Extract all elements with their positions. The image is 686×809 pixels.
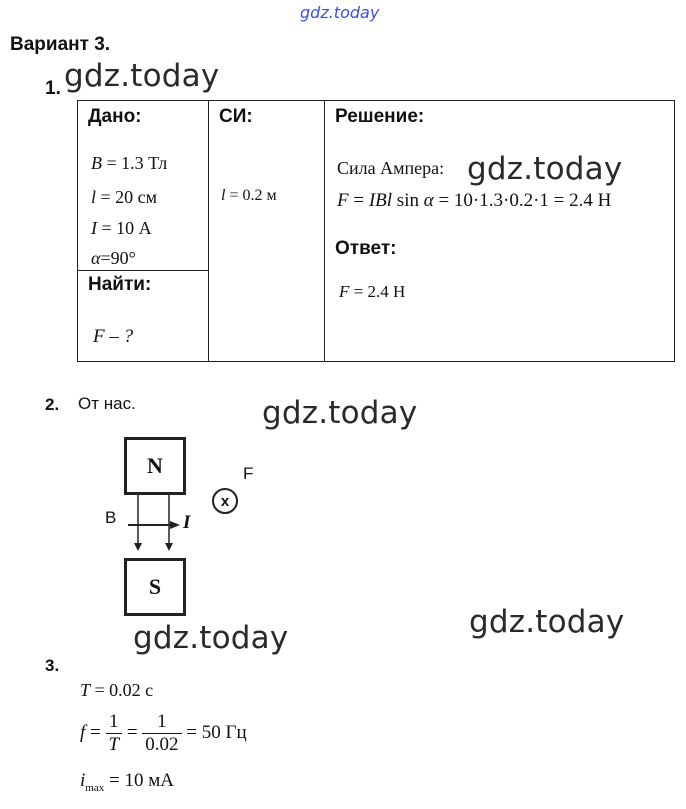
find-cell: [78, 271, 209, 362]
task3-number: 3.: [45, 656, 60, 675]
task2-number: 2.: [45, 395, 60, 414]
given-item: l = 20 см: [91, 187, 158, 207]
task1-table: [77, 100, 675, 362]
given-item: I = 10 А: [91, 218, 152, 238]
solution-header: Решение:: [335, 106, 425, 127]
variant-title: Вариант 3.: [10, 34, 111, 55]
watermark: gdz.today: [469, 604, 625, 640]
imax-line: $i_{max} = 10$ мА: [80, 770, 174, 794]
find-value: F – ?: [93, 326, 134, 347]
magnet-south: S: [124, 558, 186, 616]
fraction-one-over-period-value: $\frac{1}{0.02}$: [142, 711, 181, 756]
si-cell: [209, 101, 325, 362]
current-arrowhead: [170, 521, 180, 529]
fraction-one-over-T: $\frac{1}{T}$: [106, 711, 123, 756]
solution-line-2: F = IBl sin α = 10·1.3·0.2·1 = 2.4 Н: [337, 190, 612, 211]
given-header: Дано:: [88, 106, 142, 127]
solution-line-1: Сила Ампера:: [337, 158, 445, 178]
given-cell: [78, 101, 209, 271]
field-arrowhead-left: [134, 543, 142, 551]
label-B: B: [105, 508, 117, 527]
answer-value: F = 2.4 Н: [339, 282, 406, 301]
field-diagram: [120, 495, 220, 560]
force-into-page-icon: x: [212, 488, 238, 514]
given-item: α=90°: [91, 248, 136, 268]
si-item: l = 0.2 м: [221, 187, 277, 204]
given-item: B = 1.3 Тл: [91, 153, 168, 173]
watermark-top: gdz.today: [300, 3, 380, 22]
task2-text: От нас.: [78, 394, 136, 413]
magnet-north: N: [124, 437, 186, 495]
watermark: gdz.today: [467, 151, 623, 187]
field-arrowhead-right: [165, 543, 173, 551]
solution-cell: [325, 101, 675, 362]
label-F: F: [243, 464, 254, 483]
label-I: I: [183, 512, 191, 533]
watermark: gdz.today: [262, 395, 418, 431]
frequency-formula: f = $\frac{1}{T}$ = $\frac{1}{0.02}$ = 50 Гц: [80, 711, 247, 755]
find-header: Найти:: [88, 274, 152, 295]
si-header: СИ:: [219, 106, 253, 127]
period-line: T = 0.02 с: [80, 680, 154, 700]
answer-header: Ответ:: [335, 238, 397, 259]
task1-number: 1.: [45, 78, 61, 99]
watermark: gdz.today: [64, 58, 220, 94]
watermark: gdz.today: [133, 620, 289, 656]
